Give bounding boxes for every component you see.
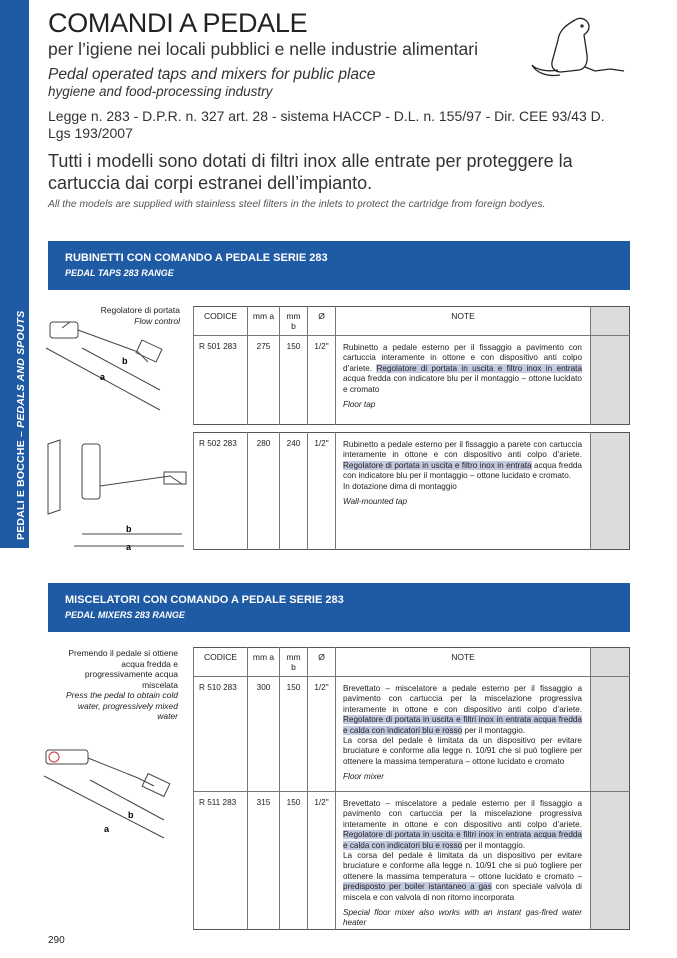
- table-row: R 502 283 280 240 1/2" Rubinetto a pedale esterno per il fissaggio a parete con cartuccia interamente in ottone e con dispositivo anti colpo d’ariete. Regolatore di portata in uscita e filtro inox in entrata acqua fredda con indicatore blu per il montaggio – ottone lucidato e cromato. In dotazione dima di montaggio Wall-mounted tap: [194, 433, 630, 550]
- floor-mixer-illustration: [40, 740, 185, 840]
- flow-control-caption: Regolatore di portata Flow control: [100, 305, 180, 326]
- svg-text:a: a: [126, 542, 132, 551]
- section-title-en: PEDAL TAPS 283 RANGE: [65, 268, 174, 278]
- svg-text:b: b: [126, 524, 132, 534]
- section-sidebar: PEDALI E BOCCHE – PEDALS AND SPOUTS: [0, 0, 29, 548]
- section-title: MISCELATORI CON COMANDO A PEDALE SERIE 283: [65, 594, 344, 606]
- table-row: R 501 283 275 150 1/2" Rubinetto a pedale esterno per il fissaggio a pavimento con cartuccia interamente in ottone e con dispositivo anti colpo d’ariete. Regolatore di portata in uscita e filtro inox in entrata acqua fredda con indicatore blu per il montaggio – ottone lucidato e cromato Floor tap: [194, 336, 630, 425]
- svg-text:a: a: [104, 824, 110, 834]
- wall-tap-illustration: [42, 436, 187, 551]
- law-references: Legge n. 283 - D.P.R. n. 327 art. 28 - sistema HACCP - D.L. n. 155/97 - Dir. CEE 93/43 D. Lgs 193/2007: [48, 108, 605, 141]
- page-number: 290: [48, 935, 65, 946]
- filters-note-en: All the models are supplied with stainless steel filters in the inlets to protect the cartridge from foreign bodyes.: [48, 199, 546, 210]
- beaver-logo-icon: [530, 12, 630, 82]
- svg-text:b: b: [128, 810, 134, 820]
- section-header-taps: [48, 241, 630, 290]
- sidebar-label: PEDALI E BOCCHE: [15, 440, 27, 540]
- table-row: R 511 283 315 150 1/2" Brevettato – miscelatore a pedale esterno per il fissaggio a pavimento con cartuccia per la miscelazione progressiva interamente in ottone e con dispositivo anti colpo d’ariete. Regolatore di portata in uscita e filtri inox in entrata acqua fredda e calda con indicatori blu e rosso per il montaggio. La corsa del pedale è limitata da un dispositivo per evitare bruciature e conforme alla legge n. 10/91 che si può togliere per ottenere la massima temperatura – ottone lucidato e cromato – predisposto per boiler istantaneo a gas con speciale valvola di miscela e con valvola di non ritorno incorporata Special floor mixer also works with an instant gas-fired water heater: [194, 792, 630, 930]
- mixer-caption: Premendo il pedale si ottiene acqua fredda e progressivamente acqua miscelata Press the pedal to obtain cold water, progressively mixed water: [66, 648, 178, 721]
- page-subtitle-en-1: Pedal operated taps and mixers for public place: [48, 66, 376, 83]
- section-title: RUBINETTI CON COMANDO A PEDALE SERIE 283: [65, 252, 328, 264]
- section-title-en: PEDAL MIXERS 283 RANGE: [65, 610, 185, 620]
- mixers-table: CODICE mm a mm b Ø NOTE R 510 283 300 150 1/2" Brevettato – miscelatore a pedale esterno per il fissaggio a pavimento con cartuccia per la miscelazione progressiva interamente in ottone e con dispositivo anti colpo d’ariete. Regolatore di portata in uscita e filtri inox in entrata acqua fredda e calda con indicatori blu e rosso per il montaggio. La corsa del pedale è limitata da un dispositivo per evitare bruciature e conforme alla legge n. 10/91 che si può togliere per ottenere la massima temperatura – ottone lucidato e cromato Floor mixer R 511 283 315 150 1/2" Brevettato – miscelatore a pedale esterno per il fissaggio a pavimento con cartuccia per la miscelazione progressiva interamente in ottone e con dispositivo anti colpo d’ariete. Regolatore di portata in uscita e filtri inox in entrata acqua fredda e calda con indicatori blu e rosso per il montaggio. La corsa del pedale è limitata da un dispositivo per evitare bruciature e conforme alla legge n. 10/91 che si può togliere per ottenere la massima temperatura – ottone lucidato e cromato – predisposto per boiler istantaneo a gas con speciale valvola di miscela e con valvola di non ritorno incorporata Special floor mixer also works with an instant gas-fired water heater: [193, 647, 630, 930]
- floor-tap-illustration: [42, 318, 182, 413]
- section-header-mixers: [48, 583, 630, 632]
- svg-text:b: b: [122, 356, 128, 366]
- filters-note: Tutti i modelli sono dotati di filtri inox alle entrate per proteggere la cartuccia dai corpi estranei dell’impianto.: [48, 151, 573, 193]
- taps-table-2: [193, 432, 630, 550]
- page-title: COMANDI A PEDALE: [48, 8, 308, 38]
- page-subtitle-en-2: hygiene and food-processing industry: [48, 84, 273, 99]
- taps-table-1: CODICE mm a mm b Ø NOTE R 501 283 275 150 1/2" Rubinetto a pedale esterno per il fissaggio a pavimento con cartuccia interamente in ottone e con dispositivo anti colpo d’ariete. Regolatore di portata in uscita e filtro inox in entrata acqua fredda con indicatore blu per il montaggio – ottone lucidato e cromato Floor tap: [193, 306, 630, 425]
- page-subtitle: per l’igiene nei locali pubblici e nelle industrie alimentari: [48, 39, 478, 59]
- table-row: R 510 283 300 150 1/2" Brevettato – miscelatore a pedale esterno per il fissaggio a pavimento con cartuccia per la miscelazione progressiva interamente in ottone e con dispositivo anti colpo d’ariete. Regolatore di portata in uscita e filtri inox in entrata acqua fredda e calda con indicatori blu e rosso per il montaggio. La corsa del pedale è limitata da un dispositivo per evitare bruciature e conforme alla legge n. 10/91 che si può togliere per ottenere la massima temperatura – ottone lucidato e cromato Floor mixer: [194, 677, 630, 792]
- svg-text:a: a: [100, 372, 106, 382]
- sidebar-label-en: PEDALS AND SPOUTS: [15, 310, 27, 428]
